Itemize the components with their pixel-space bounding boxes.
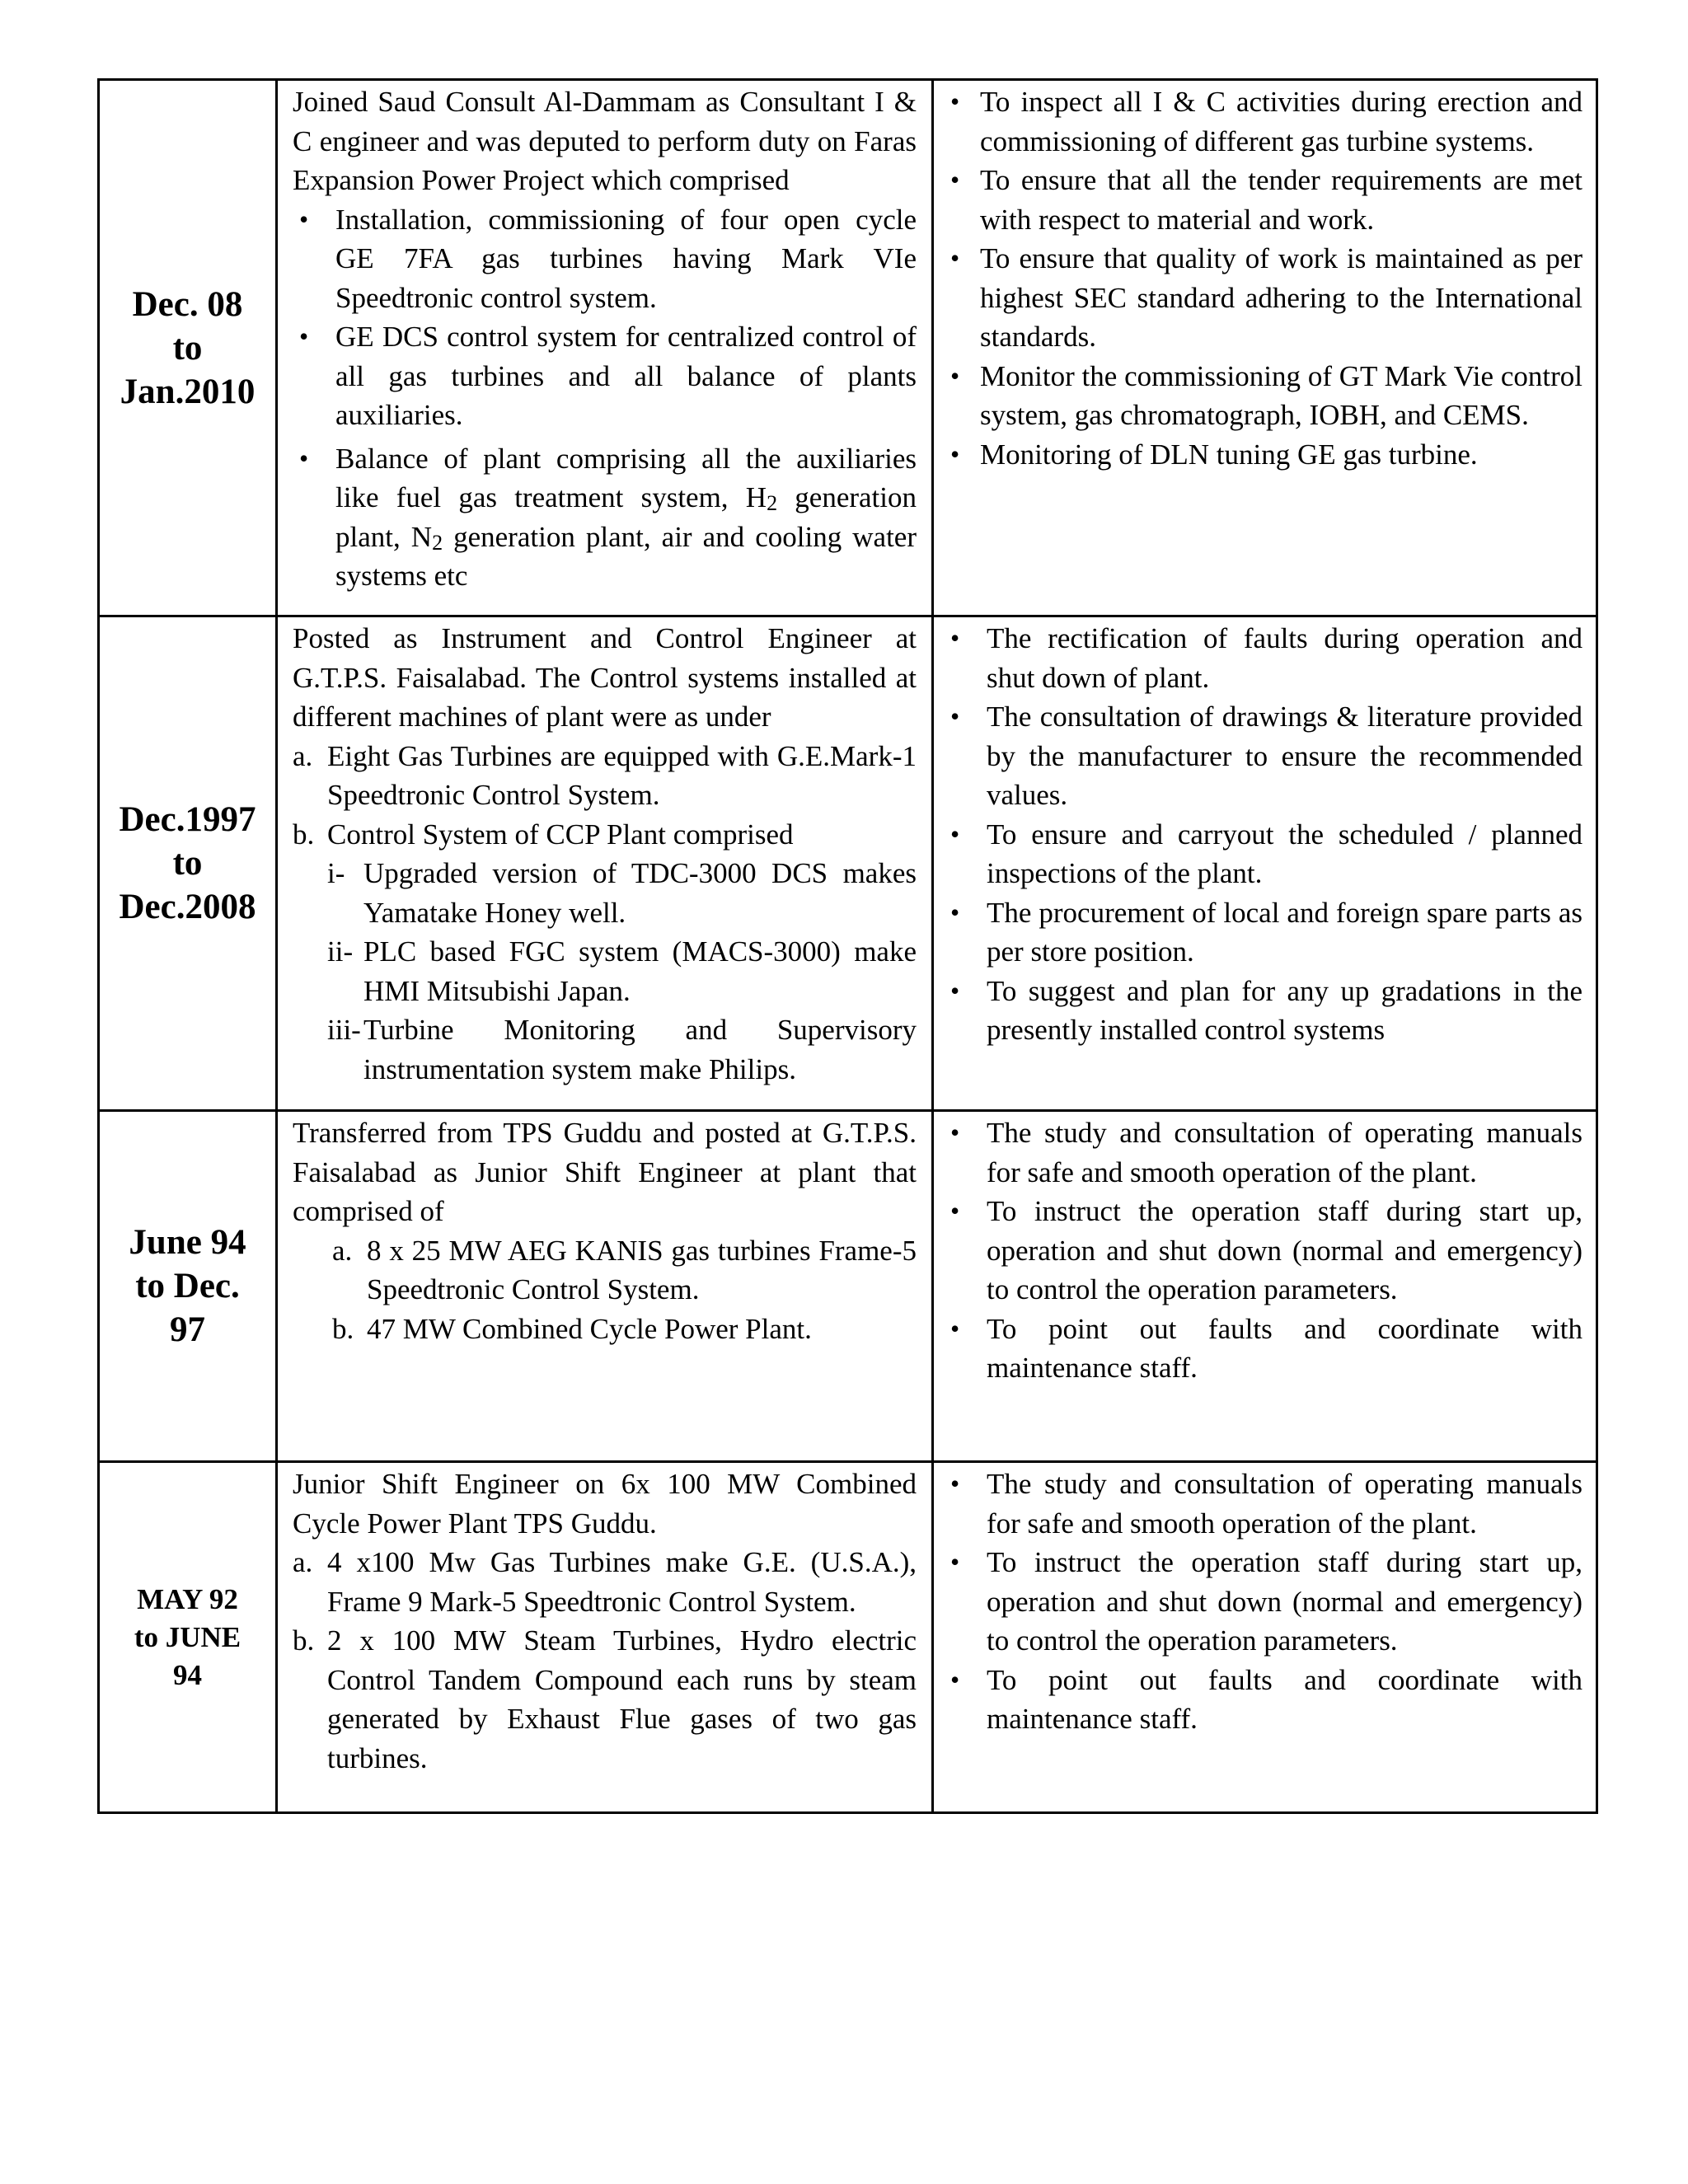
scope-list bbox=[293, 200, 917, 596]
period-to-word: to JUNE bbox=[134, 1620, 241, 1653]
list-marker: a. bbox=[293, 1546, 313, 1578]
list-item: • The rectification of faults during operation and shut down of plant. bbox=[947, 619, 1582, 697]
period-to-word: to bbox=[172, 844, 203, 883]
period-cell bbox=[99, 80, 277, 616]
list-item bbox=[293, 932, 917, 1010]
list-item bbox=[293, 854, 917, 932]
table-row bbox=[99, 1111, 1597, 1462]
period-to: 94 bbox=[173, 1658, 202, 1691]
role-intro: Transferred from TPS Guddu and posted at G.T.P.S. Faisalabad as Junior Shift Engineer at plant that comprised of bbox=[293, 1117, 917, 1227]
subscript: 2 bbox=[432, 530, 443, 555]
list-item bbox=[293, 1543, 917, 1621]
list-item bbox=[293, 737, 917, 815]
list-item: • To point out faults and coordinate with maintenance staff. bbox=[947, 1310, 1582, 1388]
list-marker: b. bbox=[293, 818, 315, 851]
period-from: MAY 92 bbox=[137, 1582, 238, 1615]
item-text: Upgraded version of TDC-3000 DCS makes Yamatake Honey well. bbox=[363, 857, 917, 929]
list-marker: b. bbox=[293, 1624, 315, 1657]
description-cell bbox=[277, 1111, 933, 1462]
period-from: Dec.1997 bbox=[119, 800, 256, 839]
item-text: Control System of CCP Plant comprised bbox=[327, 818, 794, 851]
list-item: • The study and consultation of operating manuals for safe and smooth operation of the plant. bbox=[947, 1465, 1582, 1543]
duties-cell bbox=[933, 616, 1597, 1111]
item-text: Turbine Monitoring and Supervisory instrumentation system make Philips. bbox=[363, 1014, 917, 1085]
item-text: generation plant, N bbox=[335, 481, 917, 553]
plant-list bbox=[293, 1543, 917, 1778]
list-item bbox=[293, 1231, 917, 1310]
role-intro: Posted as Instrument and Control Engineer at G.T.P.S. Faisalabad. The Control systems installed at different machines of plant were as under bbox=[293, 622, 917, 733]
systems-list bbox=[293, 737, 917, 855]
period-from: June 94 bbox=[129, 1223, 246, 1262]
list-item: • To point out faults and coordinate with maintenance staff. bbox=[947, 1661, 1582, 1739]
description-cell bbox=[277, 1462, 933, 1813]
list-item: • To ensure that all the tender requirements are met with respect to material and work. bbox=[947, 161, 1582, 239]
subscript: 2 bbox=[767, 491, 778, 515]
table-row bbox=[99, 80, 1597, 616]
list-item: • To instruct the operation staff during start up, operation and shut down (normal and emergency) to control the operation parameters. bbox=[947, 1192, 1582, 1310]
experience-table bbox=[97, 78, 1598, 1814]
item-text: 47 MW Combined Cycle Power Plant. bbox=[367, 1312, 812, 1345]
period-to-word: to bbox=[172, 328, 203, 368]
list-item: • Installation, commissioning of four open cycle GE 7FA gas turbines having Mark VIe Speedtronic control system. bbox=[293, 200, 917, 318]
list-item: • To ensure that quality of work is maintained as per highest SEC standard adhering to the International standards. bbox=[947, 239, 1582, 357]
table-row bbox=[99, 616, 1597, 1111]
duties-cell bbox=[933, 1462, 1597, 1813]
list-item: • Monitoring of DLN tuning GE gas turbine. bbox=[947, 435, 1582, 475]
list-item: • The study and consultation of operating manuals for safe and smooth operation of the plant. bbox=[947, 1113, 1582, 1192]
list-item: • GE DCS control system for centralized control of all gas turbines and all balance of plants auxiliaries. bbox=[293, 317, 917, 435]
list-marker: a. bbox=[332, 1234, 353, 1267]
role-intro: Joined Saud Consult Al-Dammam as Consultant I & C engineer and was deputed to perform duty on Faras Expansion Power Project which comprised bbox=[293, 86, 917, 196]
duties-cell bbox=[933, 1111, 1597, 1462]
list-marker: ii- bbox=[327, 935, 354, 968]
list-item: • To suggest and plan for any up gradations in the presently installed control systems bbox=[947, 972, 1582, 1050]
list-marker: a. bbox=[293, 739, 313, 772]
list-item bbox=[293, 1621, 917, 1778]
period-to-word: to Dec. bbox=[135, 1267, 240, 1305]
description-cell bbox=[277, 616, 933, 1111]
role-intro: Junior Shift Engineer on 6x 100 MW Combined Cycle Power Plant TPS Guddu. bbox=[293, 1468, 917, 1540]
period-cell bbox=[99, 1462, 277, 1813]
item-text: Balance of plant comprising all the auxiliaries like fuel gas treatment system, H bbox=[335, 442, 917, 513]
duties-list bbox=[947, 1465, 1582, 1739]
list-item bbox=[293, 1310, 917, 1349]
list-marker: b. bbox=[332, 1312, 354, 1345]
list-item: • To instruct the operation staff during start up, operation and shut down (normal and emergency) to control the operation parameters. bbox=[947, 1543, 1582, 1661]
item-text: Eight Gas Turbines are equipped with G.E.Mark-1 Speedtronic Control System. bbox=[327, 739, 917, 811]
list-item bbox=[293, 1010, 917, 1089]
subsystems-list bbox=[293, 854, 917, 1089]
table-row bbox=[99, 1462, 1597, 1813]
list-marker: iii- bbox=[327, 1014, 361, 1046]
list-item: • To ensure and carryout the scheduled / planned inspections of the plant. bbox=[947, 815, 1582, 893]
item-text: 4 x100 Mw Gas Turbines make G.E. (U.S.A.), Frame 9 Mark-5 Speedtronic Control System. bbox=[327, 1546, 917, 1618]
item-text: 2 x 100 MW Steam Turbines, Hydro electric Control Tandem Compound each runs by steam generated by Exhaust Flue gases of two gas turbines. bbox=[327, 1624, 917, 1774]
period-to: 97 bbox=[170, 1310, 205, 1349]
list-item: • The procurement of local and foreign spare parts as per store position. bbox=[947, 893, 1582, 972]
duties-list bbox=[947, 82, 1582, 474]
list-item bbox=[293, 439, 917, 596]
description-cell bbox=[277, 80, 933, 616]
period-from: Dec. 08 bbox=[132, 284, 243, 324]
list-item: • The consultation of drawings & literature provided by the manufacturer to ensure the recommended values. bbox=[947, 697, 1582, 815]
list-item bbox=[293, 815, 917, 855]
list-marker: i- bbox=[327, 857, 345, 889]
item-text: 8 x 25 MW AEG KANIS gas turbines Frame-5 Speedtronic Control System. bbox=[367, 1234, 917, 1305]
duties-list bbox=[947, 1113, 1582, 1388]
duties-cell bbox=[933, 80, 1597, 616]
plant-list bbox=[293, 1231, 917, 1349]
period-to: Dec.2008 bbox=[119, 888, 256, 926]
period-cell bbox=[99, 616, 277, 1111]
item-text: PLC based FGC system (MACS-3000) make HMI Mitsubishi Japan. bbox=[363, 935, 917, 1007]
duties-list bbox=[947, 619, 1582, 1050]
list-item: • Monitor the commissioning of GT Mark Vie control system, gas chromatograph, IOBH, and CEMS. bbox=[947, 357, 1582, 435]
item-text: generation plant, air and cooling water systems etc bbox=[335, 520, 917, 592]
list-item: • To inspect all I & C activities during erection and commissioning of different gas turbine systems. bbox=[947, 82, 1582, 161]
period-cell bbox=[99, 1111, 277, 1462]
period-to: Jan.2010 bbox=[120, 372, 256, 411]
